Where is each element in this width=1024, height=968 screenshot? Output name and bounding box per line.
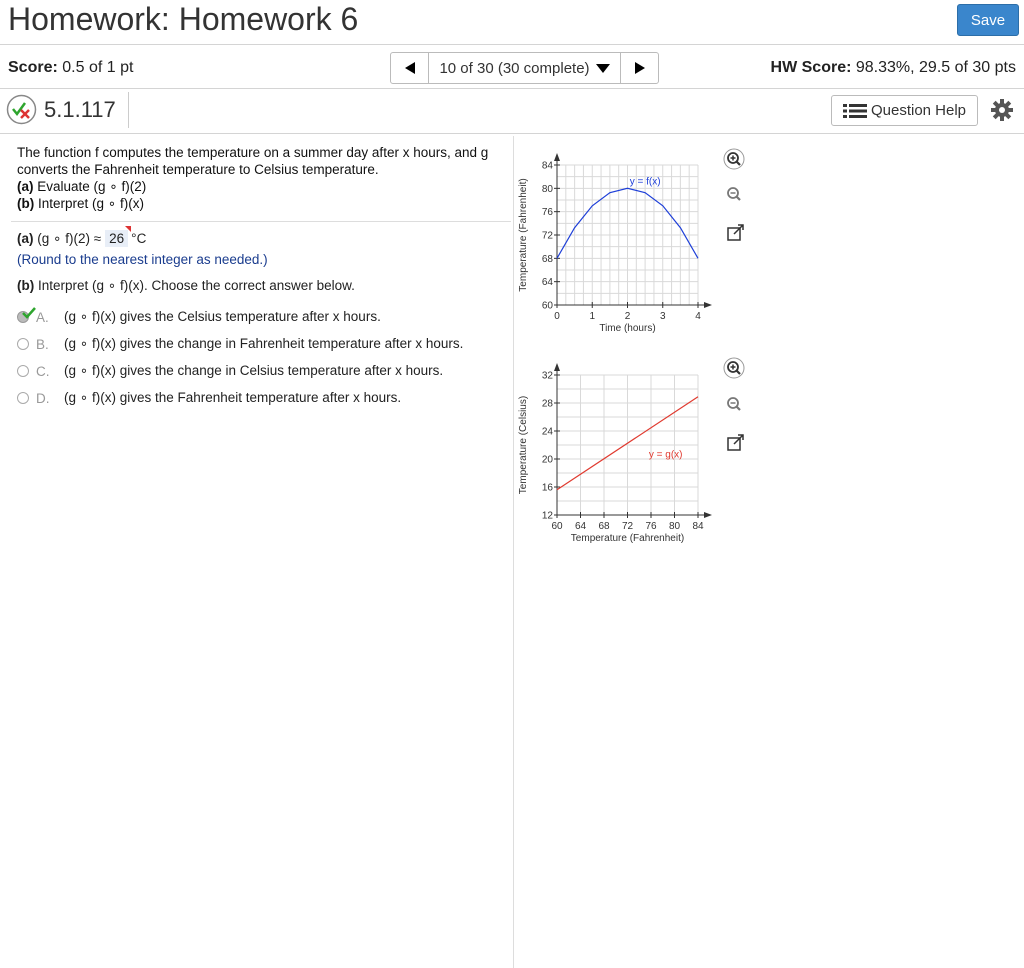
y-axis-arrow: [554, 153, 560, 161]
round-note: (Round to the nearest integer as needed.): [17, 252, 268, 267]
question-help-label: Question Help: [870, 102, 967, 119]
part-b-prompt: [17, 195, 509, 212]
score-value: 0.5 of 1 pt: [62, 59, 134, 76]
y-tick-label: 60: [541, 300, 553, 312]
f-graph: [515, 140, 715, 345]
y-axis-arrow: [554, 363, 560, 371]
y-tick-label: 32: [541, 370, 553, 382]
y-tick-label: 76: [541, 207, 553, 219]
list-icon: [843, 103, 867, 119]
choice-a-text: (g ∘ f)(x) gives the Celsius temperature after x hours.: [64, 309, 381, 324]
question-progress: 10 of 30 (30 complete): [439, 59, 590, 77]
zoom-out-icon[interactable]: [723, 183, 745, 205]
answer-b-prompt-text: Interpret (g ∘ f)(x). Choose the correct answer below.: [38, 278, 355, 293]
x-tick-label: 84: [692, 521, 704, 532]
choice-a[interactable]: [17, 309, 381, 325]
y-tick-label: 64: [541, 277, 553, 289]
y-axis-label: Temperature (Celsius): [518, 395, 529, 495]
y-tick-label: 84: [541, 160, 553, 172]
x-tick-label: 1: [589, 311, 596, 322]
choice-d-letter: D.: [36, 390, 50, 406]
pane-divider: [513, 136, 514, 968]
hw-score-value: 98.33%, 29.5 of 30 pts: [855, 59, 1016, 76]
x-axis-arrow: [704, 512, 712, 518]
y-tick-label: 16: [541, 482, 553, 494]
part-a-prompt: [17, 178, 509, 195]
partial-credit-icon: [6, 94, 37, 125]
part-a-label: (a): [17, 179, 34, 194]
popout-icon[interactable]: [725, 432, 747, 454]
choice-b-text: (g ∘ f)(x) gives the change in Fahrenheit temperature after x hours.: [64, 336, 464, 351]
y-tick-label: 80: [541, 183, 553, 195]
answer-a-input[interactable]: 26: [105, 230, 128, 247]
score: [8, 59, 133, 77]
x-tick-label: 76: [645, 521, 657, 532]
save-button[interactable]: Save: [957, 4, 1019, 36]
question-line: converts the Fahrenheit temperature to Celsius temperature.: [17, 162, 379, 177]
choice-a-radio[interactable]: [17, 311, 29, 323]
next-question-button[interactable]: [620, 53, 658, 83]
series-label: y = g(x): [648, 449, 683, 461]
x-axis-label: Time (hours): [599, 323, 656, 334]
hw-score: [771, 59, 1016, 77]
question-navigator: [390, 52, 659, 84]
score-label: Score:: [8, 59, 58, 76]
x-tick-label: 72: [621, 521, 634, 532]
divider: [0, 44, 1024, 45]
divider: [0, 133, 1024, 134]
part-b-label: (b): [17, 196, 35, 211]
g-graph: [515, 352, 715, 552]
divider: [11, 221, 511, 222]
hw-score-label: HW Score:: [770, 59, 852, 76]
y-tick-label: 24: [541, 426, 553, 438]
x-tick-label: 60: [551, 521, 563, 532]
y-tick-label: 20: [541, 454, 553, 466]
x-axis-arrow: [704, 302, 712, 308]
question-select-dropdown[interactable]: [429, 53, 620, 83]
x-tick-label: 0: [554, 311, 560, 322]
answer-b-label: (b): [17, 278, 35, 293]
triangle-left-icon: [404, 61, 416, 75]
gear-icon[interactable]: [990, 98, 1014, 122]
zoom-in-icon[interactable]: [723, 357, 745, 379]
x-tick-label: 3: [659, 311, 666, 322]
y-tick-label: 28: [541, 398, 553, 410]
choice-a-letter: A.: [36, 309, 49, 325]
choice-d-text: (g ∘ f)(x) gives the Fahrenheit temperature after x hours.: [64, 390, 402, 405]
zoom-out-icon[interactable]: [723, 393, 745, 415]
previous-question-button[interactable]: [391, 53, 429, 83]
caret-down-icon: [596, 63, 610, 73]
choice-c-letter: C.: [36, 363, 50, 379]
x-tick-label: 68: [598, 521, 610, 532]
page-title: Homework: Homework 6: [8, 1, 359, 37]
question-line: The function f computes the temperature on a summer day after x hours, and g: [17, 145, 489, 160]
part-b-text: Interpret (g ∘ f)(x): [38, 196, 144, 211]
choice-d-radio[interactable]: [17, 392, 29, 404]
y-tick-label: 12: [541, 510, 553, 522]
answer-a-expression: (g ∘ f)(2) ≈: [37, 230, 102, 246]
x-tick-label: 2: [624, 311, 631, 322]
x-tick-label: 80: [668, 521, 681, 532]
y-tick-label: 68: [541, 253, 553, 265]
choice-c-radio[interactable]: [17, 365, 29, 377]
answer-b-prompt: [17, 278, 355, 294]
question-text: [17, 144, 509, 212]
divider: [128, 92, 129, 128]
popout-icon[interactable]: [725, 222, 747, 244]
y-tick-label: 72: [541, 230, 553, 242]
answer-a-label: (a): [17, 231, 34, 246]
choice-d[interactable]: [17, 390, 401, 406]
answer-a: [17, 230, 146, 247]
x-tick-label: 64: [574, 521, 587, 532]
choice-b[interactable]: [17, 336, 463, 352]
divider: [0, 88, 1024, 89]
checkmark-icon: [22, 307, 36, 319]
y-axis-label: Temperature (Fahrenheit): [518, 178, 529, 292]
triangle-right-icon: [634, 61, 646, 75]
choice-b-letter: B.: [36, 336, 49, 352]
choice-c[interactable]: [17, 363, 443, 379]
answer-a-unit: °C: [131, 231, 147, 246]
x-tick-label: 4: [695, 311, 701, 322]
part-a-text: Evaluate (g ∘ f)(2): [37, 179, 147, 194]
choice-c-text: (g ∘ f)(x) gives the change in Celsius temperature after x hours.: [64, 363, 444, 378]
question-number: 5.1.117: [44, 97, 116, 122]
choice-b-radio[interactable]: [17, 338, 29, 350]
x-axis-label: Temperature (Fahrenheit): [570, 533, 685, 544]
zoom-in-icon[interactable]: [723, 148, 745, 170]
series-label: y = f(x): [629, 176, 661, 188]
question-help-button[interactable]: [831, 95, 978, 126]
